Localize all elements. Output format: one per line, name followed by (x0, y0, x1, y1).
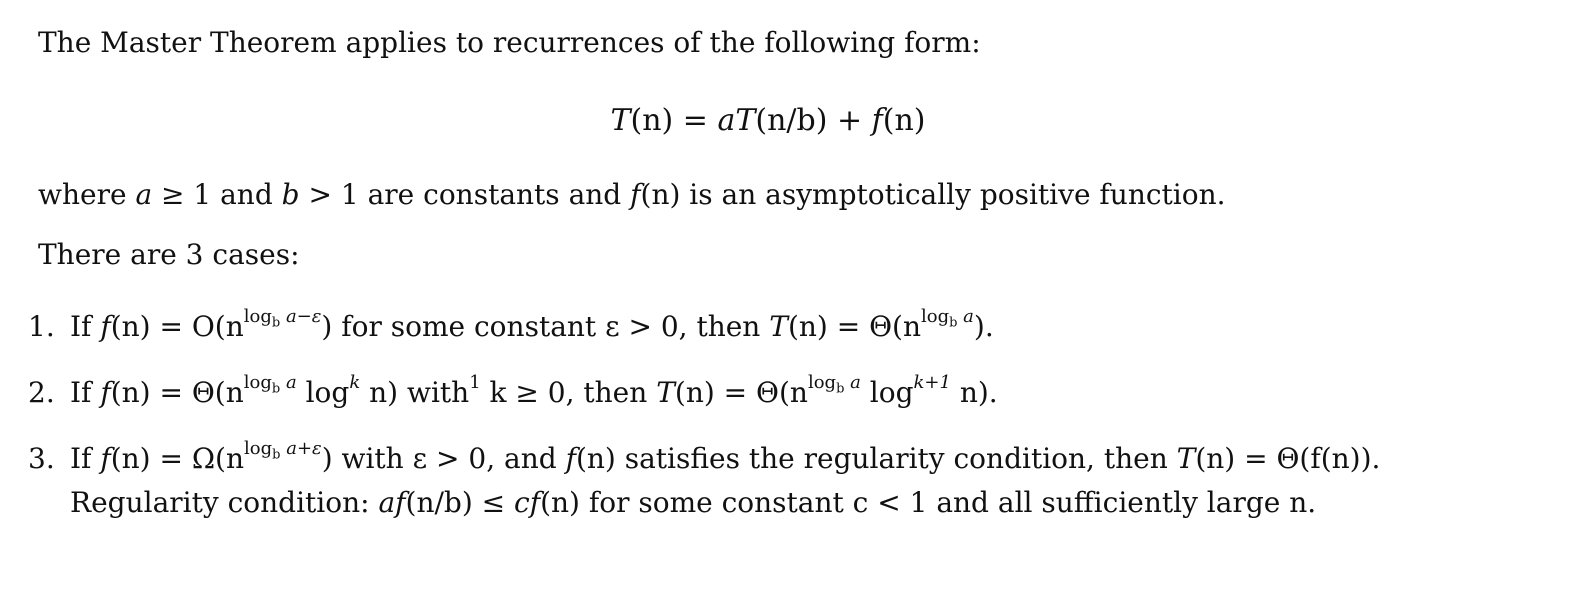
case-exponent-2: logb a (921, 305, 974, 331)
formula-n-lhs: (n) = (630, 103, 718, 138)
case-eq2: (n) = Θ(n (674, 376, 808, 409)
case-f: f (100, 442, 111, 475)
formula-rest: (n/b) + (755, 103, 872, 138)
case-mid: n) with (360, 376, 470, 409)
where-p4: (n) is an asymptotically positive function. (640, 178, 1226, 211)
regularity-condition (70, 486, 1316, 520)
recurrence-formula (0, 104, 1536, 138)
case-T: T (769, 310, 788, 343)
footnote-marker: 1 (469, 371, 481, 393)
case-T: T (656, 376, 675, 409)
case-eq2: (n) = Θ(n (787, 310, 921, 343)
case-exponent-2: logb a (807, 371, 861, 397)
case-end: ). (973, 310, 994, 343)
where-b: b (281, 178, 300, 211)
case-exponent-1: logb a−ε (243, 305, 322, 331)
formula-f: f (871, 103, 883, 138)
where-p1: where (38, 178, 136, 211)
formula-T: T (610, 103, 631, 138)
case-T: T (1176, 442, 1196, 475)
where-p3: > 1 are constants and (299, 178, 631, 211)
regularity-rest: (n) for some constant c < 1 and all sufficiently large n. (540, 486, 1317, 519)
case-eq1: (n) = O(n (110, 310, 244, 343)
case-mid: ) with ε > 0, and (321, 442, 566, 475)
case-condition: k ≥ 0, then (480, 376, 657, 409)
case-eq1: (n) = Ω(n (110, 442, 245, 475)
case-mid: ) for some constant ε > 0, then (321, 310, 770, 343)
case-f: f (100, 376, 111, 409)
case-f2: f (565, 442, 576, 475)
where-a: a (135, 178, 153, 211)
case-log-2: log (860, 376, 914, 409)
case-number: 3. (28, 442, 55, 475)
where-f: f (630, 178, 641, 211)
case-number: 1. (28, 310, 55, 343)
case-pre: If (70, 310, 101, 343)
case-log-1: log (296, 376, 350, 409)
formula-n-rhs: (n) (882, 103, 926, 138)
case-3 (28, 437, 1381, 476)
formula-a: a (717, 103, 736, 138)
case-pre: If (70, 376, 101, 409)
regularity-label: Regularity condition: (70, 486, 379, 519)
case-exponent-1: logb a (243, 371, 297, 397)
regularity-af: af (378, 486, 406, 519)
where-p2: ≥ 1 and (152, 178, 282, 211)
formula-T2: T (735, 103, 756, 138)
intro-text: The Master Theorem applies to recurrences of the following form: (38, 26, 981, 59)
regularity-mid: (n/b) ≤ (405, 486, 515, 519)
case-1 (28, 305, 994, 344)
case-end: (n) = Θ(f(n)). (1195, 442, 1381, 475)
case-eq1: (n) = Θ(n (110, 376, 244, 409)
constants-description (38, 178, 1226, 212)
case-log-exponent-2: k+1 (913, 371, 951, 393)
case-f: f (100, 310, 111, 343)
cases-intro: There are 3 cases: (38, 238, 300, 271)
case-mid2: (n) satisfies the regularity condition, then (575, 442, 1177, 475)
case-exponent-1: logb a+ε (244, 437, 322, 463)
regularity-cf: cf (514, 486, 541, 519)
case-2 (28, 371, 998, 410)
case-number: 2. (28, 376, 55, 409)
case-pre: If (70, 442, 101, 475)
case-end: n). (950, 376, 998, 409)
case-log-exponent-1: k (349, 371, 361, 393)
